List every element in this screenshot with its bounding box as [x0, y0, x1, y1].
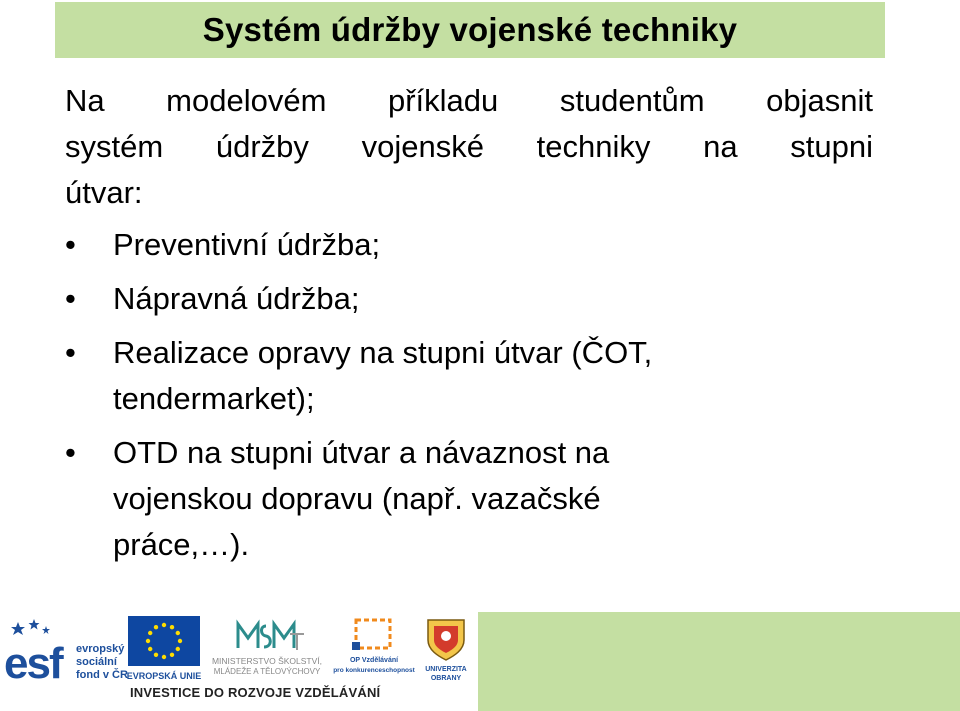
bullet-item: [65, 276, 865, 322]
esf-logo-icon: [4, 616, 128, 688]
bullet-text: práce,…).: [113, 527, 250, 562]
bullet-icon: •: [65, 281, 76, 316]
op-vzdelavani-logo-icon: [334, 616, 414, 686]
bullet-text: Nápravná údržba;: [113, 281, 360, 316]
footer: [0, 612, 960, 711]
bullet-text: OTD na stupni útvar a návaznost na: [113, 435, 610, 470]
intro-line: útvar:: [65, 175, 143, 210]
msmt-line2: MLÁDEŽE A TĚLOVÝCHOVY: [213, 667, 321, 676]
logo-strip: [0, 612, 478, 711]
bullet-list: [65, 222, 865, 576]
bullet-text: Preventivní údržba;: [113, 227, 381, 262]
op-line2: pro konkurenceschopnost: [333, 667, 415, 674]
eu-flag-icon: [126, 616, 202, 686]
bullet-icon: •: [65, 227, 76, 262]
title-bar: [55, 2, 885, 58]
bullet-item: [65, 430, 865, 568]
intro-line: Na modelovém příkladu studentům objasnit: [65, 83, 873, 118]
bullet-text: Realizace opravy na stupni útvar (ČOT,: [113, 335, 653, 370]
investice-tagline: INVESTICE DO ROZVOJE VZDĚLÁVÁNÍ: [130, 685, 381, 700]
op-line1: OP Vzdělávání: [349, 657, 399, 664]
bullet-icon: •: [65, 435, 76, 470]
bullet-text: tendermarket);: [113, 381, 315, 416]
bullet-icon: •: [65, 335, 76, 370]
uo-line2: OBRANY: [430, 675, 462, 682]
msmt-logo-icon: [206, 616, 328, 686]
esf-line3: fond v ČR: [76, 669, 128, 681]
eu-label: EVROPSKÁ UNIE: [126, 671, 202, 681]
esf-line2: sociální: [76, 656, 117, 668]
uo-line1: UNIVERZITA: [425, 666, 467, 673]
bullet-text: vojenskou dopravu (např. vazačské: [113, 481, 601, 516]
esf-letters: esf: [4, 639, 62, 688]
intro-paragraph: [65, 78, 873, 216]
univerzita-obrany-logo-icon: [420, 616, 472, 686]
bullet-item: [65, 330, 865, 422]
esf-line1: evropský: [76, 643, 125, 655]
intro-line: systém údržby vojenské techniky na stupni: [65, 129, 873, 164]
bullet-item: [65, 222, 865, 268]
slide-title: Systém údržby vojenské techniky: [202, 11, 738, 48]
msmt-line1: MINISTERSTVO ŠKOLSTVÍ,: [211, 656, 323, 666]
footer-green-block: [478, 612, 960, 711]
